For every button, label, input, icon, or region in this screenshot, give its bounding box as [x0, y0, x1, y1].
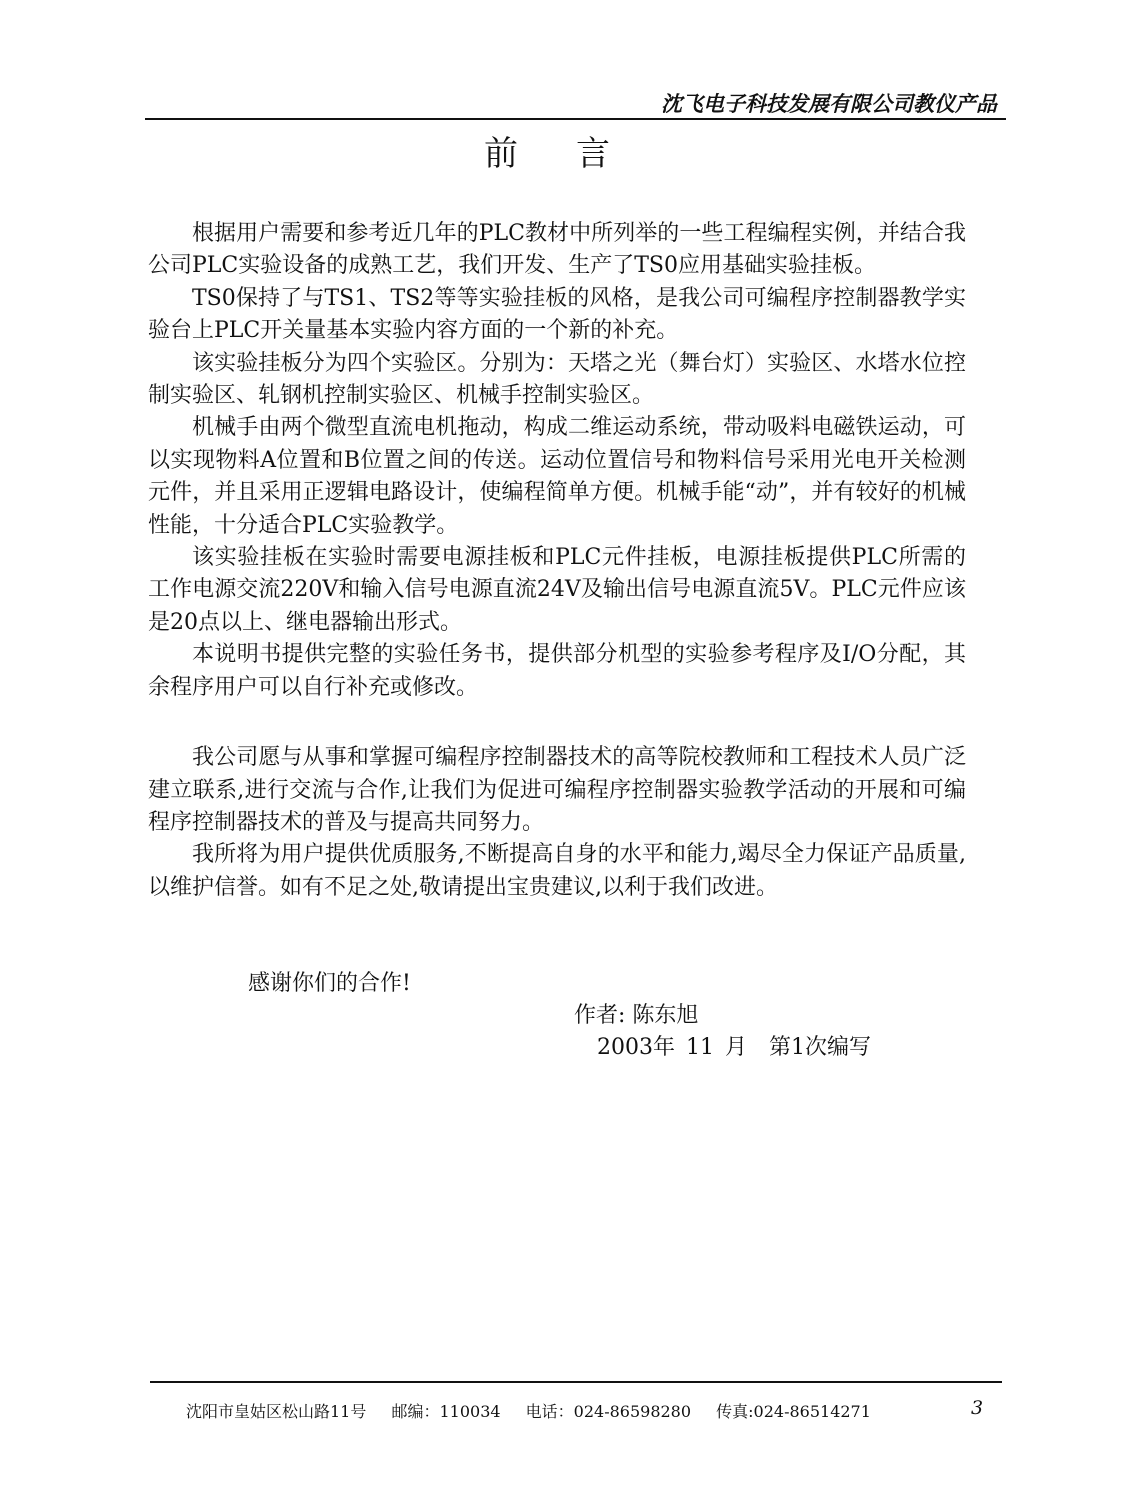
closing-author: 作者: 陈东旭 [574, 1003, 699, 1028]
footer-postcode: 邮编：110034 [391, 1402, 501, 1421]
footer-phone: 电话：024-86598280 [525, 1402, 692, 1421]
page-title: 前言 [484, 134, 668, 174]
page-number: 3 [971, 1397, 984, 1419]
footer-fax: 传真:024-86514271 [716, 1402, 871, 1421]
footer-address: 沈阳市皇姑区松山路11号 [186, 1402, 367, 1421]
paragraph-6: 本说明书提供完整的实验任务书，提供部分机型的实验参考程序及I/O分配，其余程序用户可以自行补充或修改。 [148, 642, 966, 700]
footer-contact [186, 1399, 891, 1422]
header-divider [145, 118, 1006, 120]
paragraph-5: 该实验挂板在实验时需要电源挂板和PLC元件挂板，电源挂板提供PLC所需的工作电源交流220V和输入信号电源直流24V及输出信号电源直流5V。PLC元件应该是20点以上、继电器输出形式。 [148, 545, 966, 635]
paragraph-2: TS0保持了与TS1、TS2等等实验挂板的风格，是我公司可编程序控制器教学实验台上PLC开关量基本实验内容方面的一个新的补充。 [148, 285, 966, 344]
paragraph-3: 该实验挂板分为四个实验区。分别为：天塔之光（舞台灯）实验区、水塔水位控制实验区、轧钢机控制实验区、机械手控制实验区。 [148, 350, 966, 409]
header-company-name: 沈飞电子科技发展有限公司教仪产品 [661, 92, 997, 116]
closing-thanks: 感谢你们的合作! [248, 971, 411, 996]
closing-date: 2003年 11 月 第1次编写 [597, 1035, 871, 1060]
paragraph-4: 机械手由两个微型直流电机拖动，构成二维运动系统，带动吸料电磁铁运动，可以实现物料A位置和B位置之间的传送。运动位置信号和物料信号采用光电开关检测元件，并且采用正逻辑电路设计，使编程简单方便。机械手能“动”，并有较好的机械性能，十分适合PLC实验教学。 [148, 415, 966, 538]
paragraph-1: 根据用户需要和参考近几年的PLC教材中所列举的一些工程编程实例，并结合我公司PLC实验设备的成熟工艺，我们开发、生产了TS0应用基础实验挂板。 [148, 221, 966, 279]
paragraph-8: 我所将为用户提供优质服务,不断提高自身的水平和能力,竭尽全力保证产品质量,以维护信誉。如有不足之处,敬请提出宝贵建议,以利于我们改进。 [148, 842, 966, 900]
preface-body [148, 218, 966, 904]
paragraph-gap [148, 704, 966, 742]
paragraph-7: 我公司愿与从事和掌握可编程序控制器技术的高等院校教师和工程技术人员广泛建立联系,进行交流与合作,让我们为促进可编程序控制器实验教学活动的开展和可编程序控制器技术的普及与提高共同努力。 [148, 745, 966, 835]
footer-divider [150, 1381, 1002, 1383]
